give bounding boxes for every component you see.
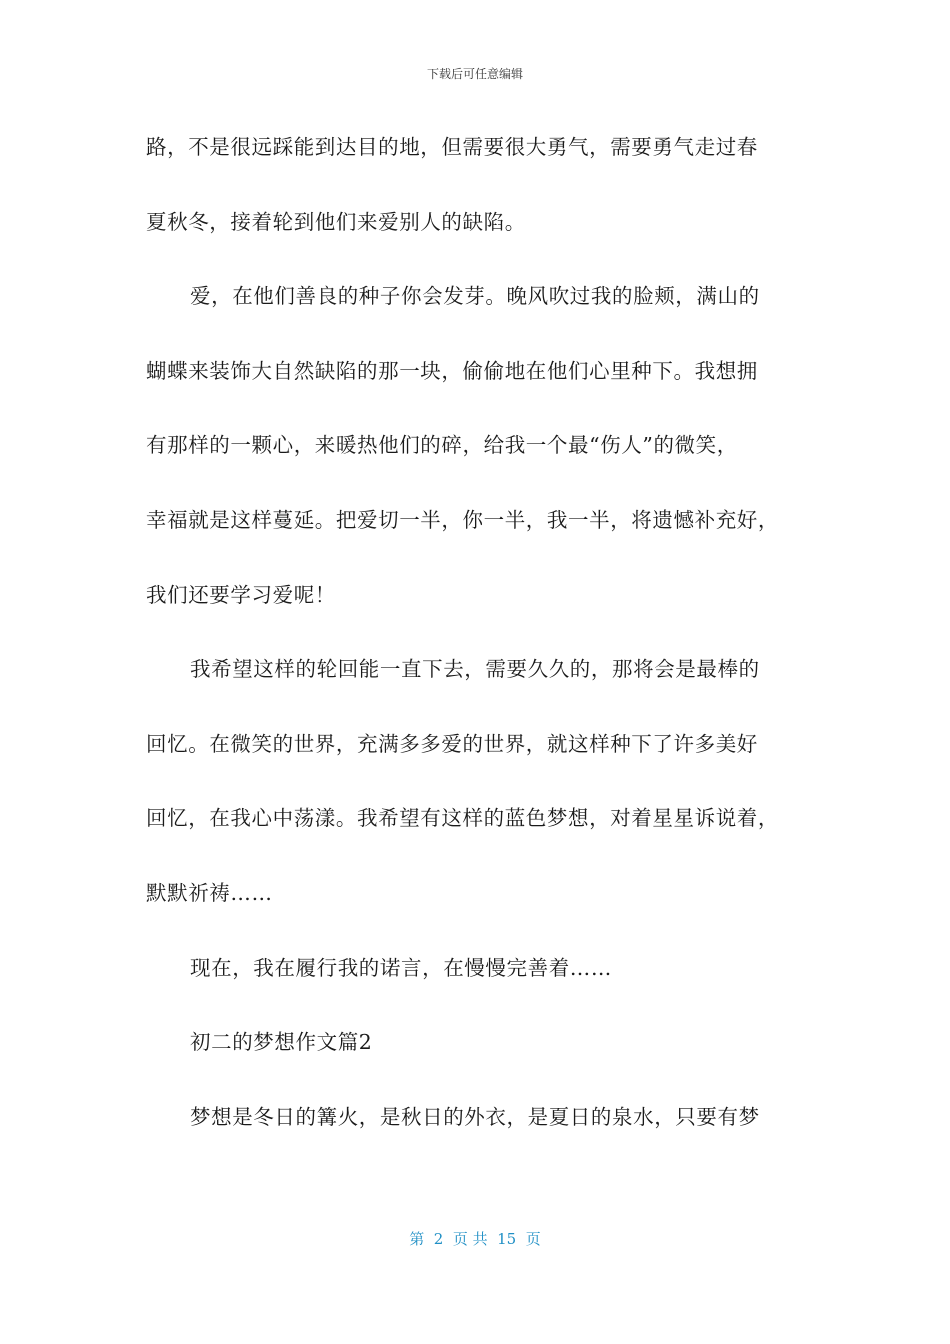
text-line: 我们还要学习爱呢！ <box>146 582 336 607</box>
text-line: 爱，在他们善良的种子你会发芽。晚风吹过我的脸颊，满山的 <box>190 284 760 309</box>
text-line: 蝴蝶来装饰大自然缺陷的那一块，偷偷地在他们心里种下。我想拥 <box>146 358 758 383</box>
text-line: 路，不是很远踩能到达目的地，但需要很大勇气，需要勇气走过春 <box>146 135 758 159</box>
section-heading: 初二的梦想作文篇2 <box>190 1030 373 1055</box>
text-line: 梦想是冬日的篝火，是秋日的外衣，是夏日的泉水，只要有梦 <box>190 1104 760 1129</box>
text-line: 回忆，在我心中荡漾。我希望有这样的蓝色梦想，对着星星诉说着， <box>146 806 779 831</box>
text-line: 现在，我在履行我的诺言，在慢慢完善着…… <box>190 955 612 980</box>
text-line: 有那样的一颗心，来暖热他们的碎，给我一个最“伤人”的微笑， <box>146 433 738 458</box>
page-footer: 第 2 页 共 15 页 <box>409 1230 541 1248</box>
text-line: 幸福就是这样蔓延。把爱切一半，你一半，我一半，将遗憾补充好， <box>146 507 779 532</box>
text-line: 默默祈祷…… <box>146 880 273 905</box>
document-body <box>146 125 816 1169</box>
text-line: 夏秋冬，接着轮到他们来爱别人的缺陷。 <box>146 209 526 234</box>
page-header: 下载后可任意编辑 <box>426 67 523 81</box>
text-line: 回忆。在微笑的世界，充满多多爱的世界，就这样种下了许多美好 <box>146 731 758 756</box>
text-line: 我希望这样的轮回能一直下去，需要久久的，那将会是最棒的 <box>190 657 760 682</box>
